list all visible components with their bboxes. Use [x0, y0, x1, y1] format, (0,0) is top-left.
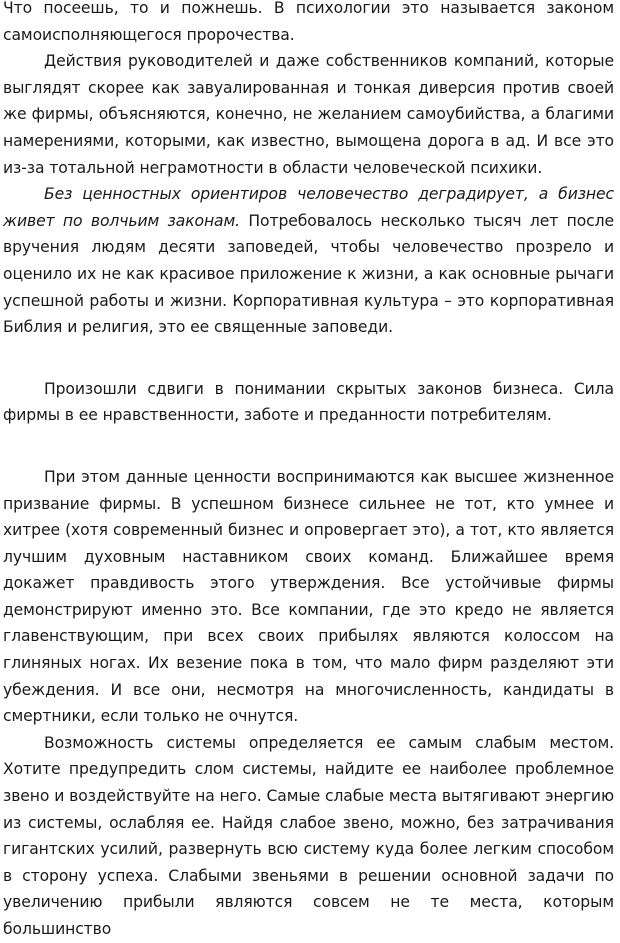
paragraph-3-italic-lead: Без ценностных ориентиров человечество деградирует, а бизнес живет по волчьим законам.	[3, 185, 614, 230]
paragraph-4: Произошли сдвиги в понимании скрытых законов бизнеса. Сила фирмы в ее нравственности, заботе и преданности потребителям.	[3, 379, 614, 425]
paragraph-2: Действия руководителей и даже собственников компаний, которые выглядят скорее как завуалированная и тонкая диверсия против своей же фирмы, объясняются, конечно, не желанием самоубийства, а благими намерениями, которыми, как известно, вымощена дорога в ад. И все это из-за тотальной неграмотности в области человеческой психики.	[3, 52, 614, 177]
paragraph-6: Возможность системы определяется ее самым слабым местом. Хотите предупредить слом системы, найдите ее наиболее проблемное звено и воздействуйте на него. Самые слабые места вытягивают энергию из системы, ослабляя ее. Найдя слабое звено, можно, без затрачивания гигантских усилий, развернуть всю систему куда более легким способом в сторону успеха. Слабыми звеньями в решении основной задачи по увеличению прибыли являются совсем не те места, которым большинство	[3, 733, 614, 938]
paragraph-1: Что посеешь, то и пожнешь. В психологии это называется законом самоисполняющегося пророчества.	[3, 0, 614, 44]
paragraph-gap	[3, 429, 614, 464]
paragraph-3-body: Потребовалось несколько тысяч лет после вручения людям десяти заповедей, чтобы человечество прозрело и оценило их не как красивое приложение к жизни, а как основные рычаги успешной работы и жизни. Корпоративная культура – это корпоративная Библия и религия, это ее священные заповеди.	[3, 211, 614, 337]
paragraph-gap	[3, 341, 614, 376]
paragraph-3	[3, 181, 614, 341]
paragraph-5: При этом данные ценности воспринимаются как высшее жизненное призвание фирмы. В успешном бизнесе сильнее не тот, кто умнее и хитрее (хотя современный бизнес и опровергает это), а тот, кто является лучшим духовным наставником своих команд. Ближайшее время докажет правдивость этого утверждения. Все устойчивые фирмы демонстрируют именно это. Все компании, где это кредо не является главенствующим, при всех своих прибылях являются колоссом на глиняных ногах. Их везение пока в том, что мало фирм разделяют эти убеждения. И все они, несмотря на многочисленность, кандидаты в смертники, если только не очнутся.	[3, 467, 614, 726]
